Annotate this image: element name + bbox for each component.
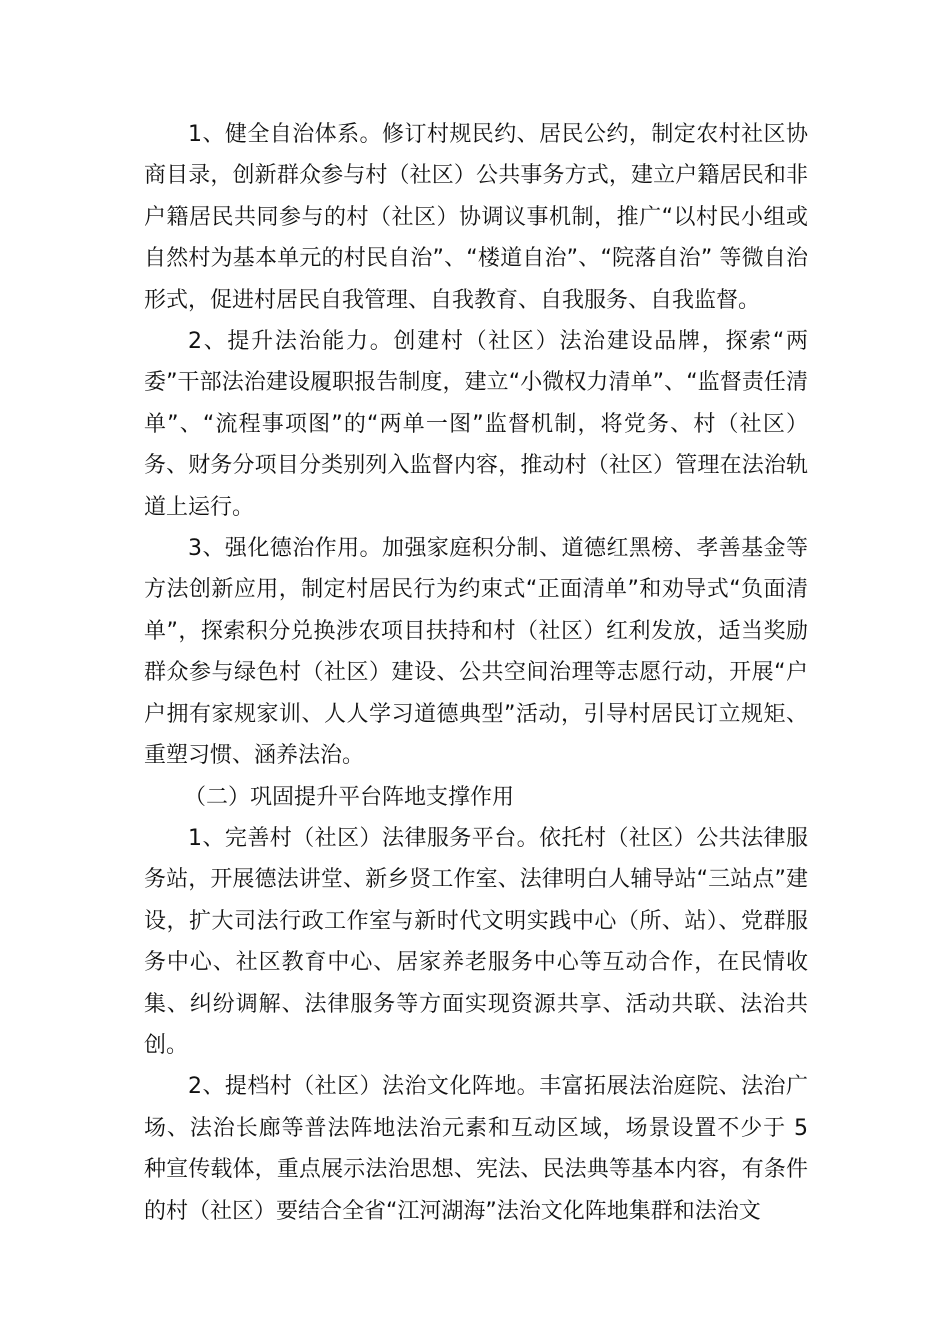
- paragraph-legal-service-platform: 1、完善村（社区）法律服务平台。依托村（社区）公共法律服务站，开展德法讲堂、新乡贤工作室、法律明白人辅导站“三站点”建设，扩大司法行政工作室与新时代文明实践中心（所、站）、党群服务中心、社区教育中心、居家养老服务中心等互动合作，在民情收集、纠纷调解、法律服务等方面实现资源共享、活动共联、法治共创。: [144, 825, 808, 1058]
- paragraph-rule-of-law: 2、提升法治能力。创建村（社区）法治建设品牌，探索“两委”干部法治建设履职报告制度，建立“小微权力清单”、“监督责任清单”、“流程事项图”的“两单一图”监督机制，将党务、村（社区）务、财务分项目分类别列入监督内容，推动村（社区）管理在法治轨道上运行。: [144, 329, 808, 520]
- paragraph-legal-culture-venue: 2、提档村（社区）法治文化阵地。丰富拓展法治庭院、法治广场、法治长廊等普法阵地法治元素和互动区域，场景设置不少于 5 种宣传载体，重点展示法治思想、宪法、民法典等基本内容，有条件的村（社区）要结合全省“江河湖海”法治文化阵地集群和法治文: [144, 1074, 808, 1224]
- section-heading: （二）巩固提升平台阵地支撑作用: [184, 784, 515, 810]
- paragraph-self-governance: 1、健全自治体系。修订村规民约、居民公约，制定农村社区协商目录，创新群众参与村（社区）公共事务方式，建立户籍居民和非户籍居民共同参与的村（社区）协调议事机制，推广“以村民小组或自然村为基本单元的村民自治”、“楼道自治”、“院落自治” 等微自治形式，促进村居民自我管理、自我教育、自我服务、自我监督。: [144, 122, 808, 313]
- paragraph-rule-of-virtue: 3、强化德治作用。加强家庭积分制、道德红黑榜、孝善基金等方法创新应用，制定村居民行为约束式“正面清单”和劝导式“负面清单”，探索积分兑换涉农项目扶持和村（社区）红利发放，适当奖励群众参与绿色村（社区）建设、公共空间治理等志愿行动，开展“户户拥有家规家训、人人学习道德典型”活动，引导村居民订立规矩、重塑习惯、涵养法治。: [144, 536, 808, 769]
- document-page: [144, 114, 808, 1232]
